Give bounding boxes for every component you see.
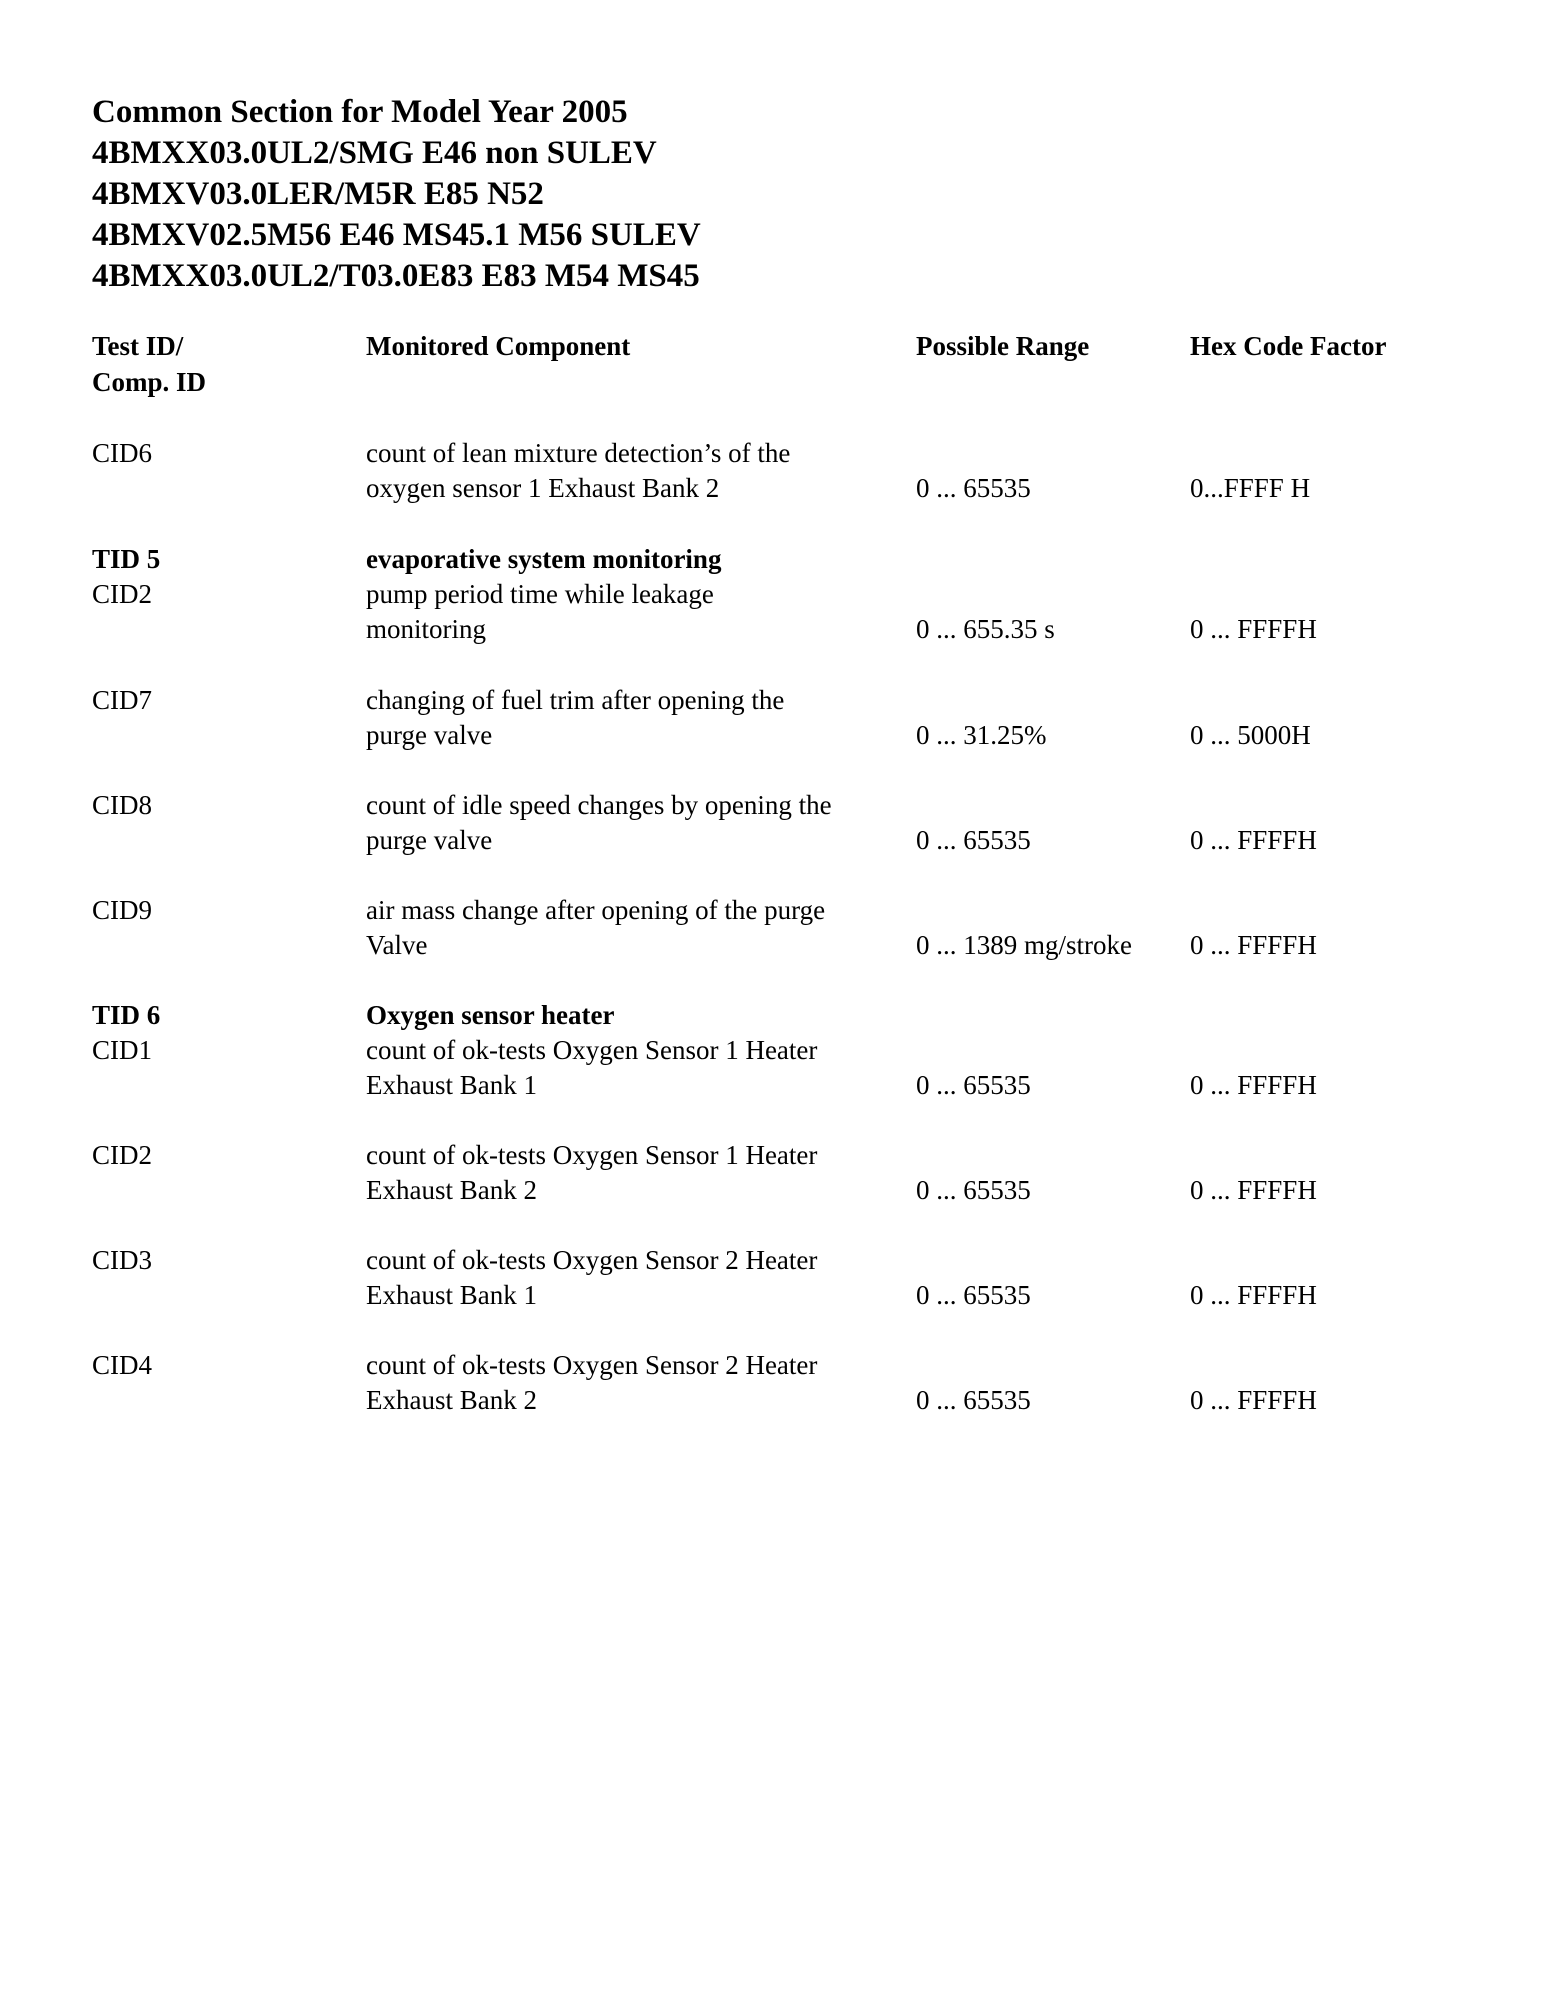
row-component-line2: purge valve: [366, 825, 493, 855]
row-component: [366, 1243, 817, 1313]
row-component-line1: count of idle speed changes by opening the: [366, 790, 832, 820]
row-component-line2: purge valve: [366, 720, 493, 750]
row-hex: 0 ... FFFFH: [1190, 1070, 1317, 1100]
row-hex: 0 ... FFFFH: [1190, 614, 1317, 644]
row-component: [366, 788, 832, 858]
row-component: [366, 542, 721, 647]
row-range: 0 ... 31.25%: [916, 720, 1047, 750]
column-header-range: Possible Range: [916, 331, 1090, 361]
header-model-line: 4BMXX03.0UL2/T03.0E83 E83 M54 MS45: [92, 258, 700, 294]
column-header-hex: Hex Code Factor: [1190, 331, 1387, 361]
row-section-title: Oxygen sensor heater: [366, 1000, 615, 1030]
row-component: [366, 998, 817, 1103]
row-component-line1: count of ok-tests Oxygen Sensor 2 Heater: [366, 1350, 818, 1380]
row-range: 0 ... 65535: [916, 1070, 1031, 1100]
row-hex: 0 ... 5000H: [1190, 720, 1311, 750]
row-id: CID1: [92, 1035, 152, 1065]
header-model-line: 4BMXV03.0LER/M5R E85 N52: [92, 176, 544, 212]
row-id: CID3: [92, 1245, 152, 1275]
row-range: 0 ... 65535: [916, 825, 1031, 855]
row-id-cell: [92, 998, 160, 1068]
row-hex: 0 ... FFFFH: [1190, 1175, 1317, 1205]
row-id-cell: [92, 542, 160, 612]
row-id: CID6: [92, 438, 152, 468]
row-component-line2: Exhaust Bank 1: [366, 1070, 537, 1100]
row-component: [366, 1348, 817, 1418]
row-hex: 0...FFFF H: [1190, 473, 1311, 503]
row-component-line1: changing of fuel trim after opening the: [366, 685, 785, 715]
row-id: CID9: [92, 895, 152, 925]
column-header-component: Monitored Component: [366, 331, 631, 361]
row-range: 0 ... 65535: [916, 1385, 1031, 1415]
row-hex: 0 ... FFFFH: [1190, 1280, 1317, 1310]
row-component-line1: pump period time while leakage: [366, 579, 714, 609]
row-component: [366, 683, 784, 753]
row-hex: 0 ... FFFFH: [1190, 1385, 1317, 1415]
header-title: Common Section for Model Year 2005: [92, 94, 628, 130]
row-range: 0 ... 65535: [916, 473, 1031, 503]
row-id: CID4: [92, 1350, 152, 1380]
row-component: [366, 1138, 817, 1208]
row-hex: 0 ... FFFFH: [1190, 825, 1317, 855]
row-component-line1: count of ok-tests Oxygen Sensor 1 Heater: [366, 1140, 818, 1170]
row-range: 0 ... 65535: [916, 1280, 1031, 1310]
row-component: [366, 436, 790, 506]
row-id: CID8: [92, 790, 152, 820]
row-range: 0 ... 655.35 s: [916, 614, 1055, 644]
row-component-line1: count of ok-tests Oxygen Sensor 2 Heater: [366, 1245, 818, 1275]
row-id: CID2: [92, 1140, 152, 1170]
column-header-test-id: [92, 328, 206, 400]
row-component-line1: count of ok-tests Oxygen Sensor 1 Heater: [366, 1035, 818, 1065]
row-range: 0 ... 65535: [916, 1175, 1031, 1205]
row-component-line1: count of lean mixture detection’s of the: [366, 438, 791, 468]
row-section-title: evaporative system monitoring: [366, 544, 722, 574]
row-hex: 0 ... FFFFH: [1190, 930, 1317, 960]
row-range: 0 ... 1389 mg/stroke: [916, 930, 1132, 960]
row-component-line2: monitoring: [366, 614, 486, 644]
document-header: [92, 92, 701, 297]
row-component: [366, 893, 825, 963]
row-tid: TID 5: [92, 544, 161, 574]
header-model-line: 4BMXV02.5M56 E46 MS45.1 M56 SULEV: [92, 217, 701, 253]
row-component-line2: Exhaust Bank 2: [366, 1385, 537, 1415]
row-id: CID7: [92, 685, 152, 715]
row-id: CID2: [92, 579, 152, 609]
row-component-line2: oxygen sensor 1 Exhaust Bank 2: [366, 473, 720, 503]
row-component-line2: Valve: [366, 930, 428, 960]
column-header-test-id-line2: Comp. ID: [92, 367, 207, 397]
row-component-line2: Exhaust Bank 1: [366, 1280, 537, 1310]
column-header-test-id-line1: Test ID/: [92, 331, 184, 361]
header-model-line: 4BMXX03.0UL2/SMG E46 non SULEV: [92, 135, 657, 171]
row-component-line2: Exhaust Bank 2: [366, 1175, 537, 1205]
row-component-line1: air mass change after opening of the purge: [366, 895, 826, 925]
row-tid: TID 6: [92, 1000, 161, 1030]
